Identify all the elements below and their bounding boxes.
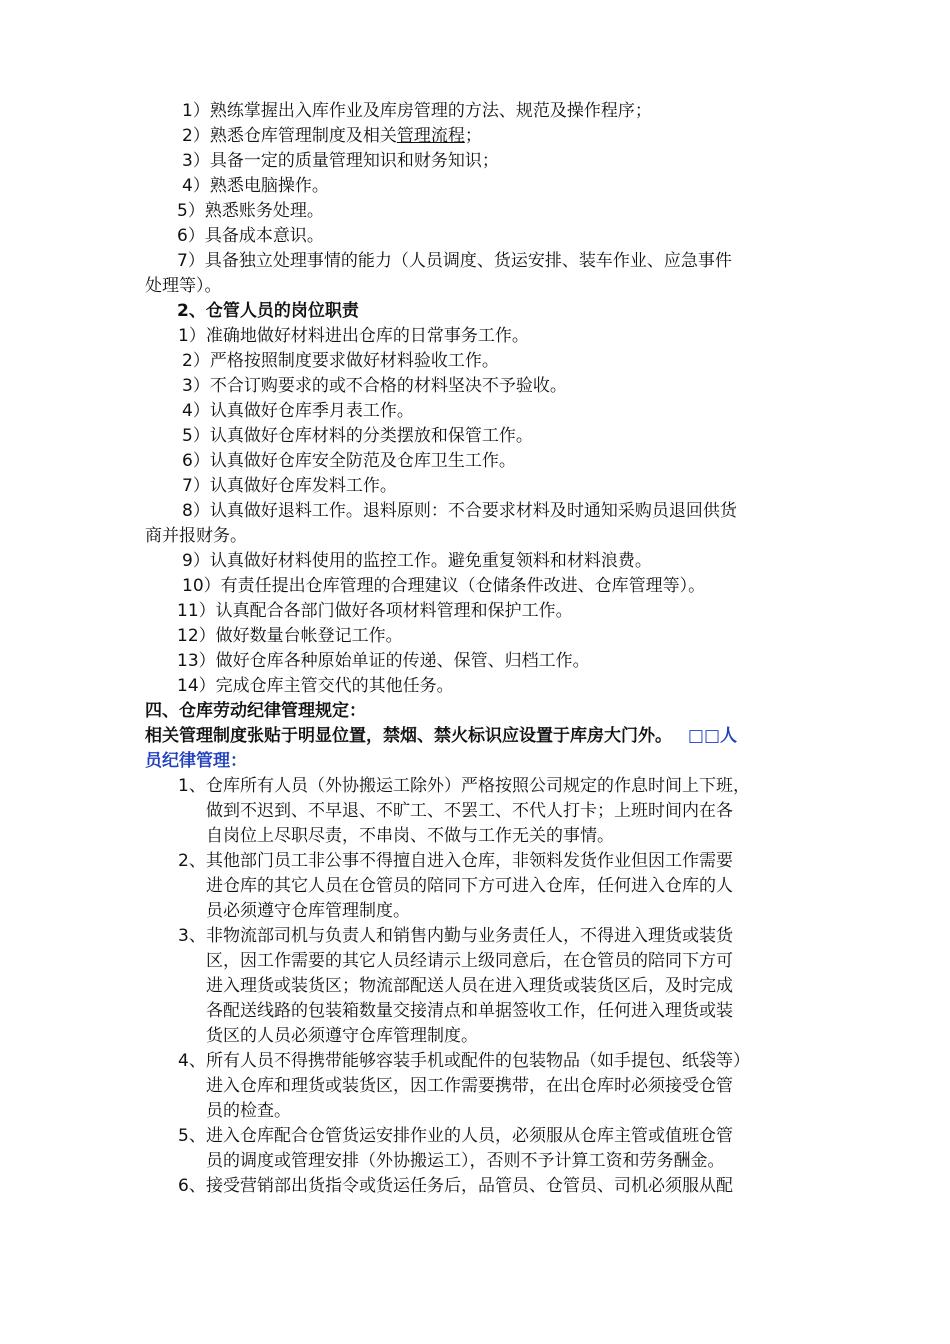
duty-item: 12）做好数量台帐登记工作。 <box>177 626 403 646</box>
skill-text: 2）熟悉仓库管理制度及相关 <box>182 126 397 146</box>
rule-number: 2、 <box>178 851 206 871</box>
rule-line: 进入仓库配合仓管货运安排作业的人员，必须服从仓库主管或值班仓管 <box>206 1126 733 1146</box>
rule-number: 5、 <box>178 1126 206 1146</box>
duty-item: 14）完成仓库主管交代的其他任务。 <box>177 676 454 696</box>
notice-text: 相关管理制度张贴于明显位置，禁烟、禁火标识应设置于库房大门外。 <box>145 726 672 746</box>
duties-heading: 2、仓管人员的岗位职责 <box>177 301 359 321</box>
rule-line: 其他部门员工非公事不得擅自进入仓库，非领料发货作业但因工作需要 <box>206 851 733 871</box>
rule-line: 进入理货或装货区；物流部配送人员在进入理货或装货区后，及时完成 <box>206 976 733 996</box>
duty-item: 6）认真做好仓库安全防范及仓库卫生工作。 <box>182 451 516 471</box>
rule-number: 4、 <box>178 1051 206 1071</box>
skill-item: 6）具备成本意识。 <box>177 226 324 246</box>
skill-item-continued: 处理等）。 <box>145 276 222 296</box>
duty-item: 13）做好仓库各种原始单证的传递、保管、归档工作。 <box>177 651 590 671</box>
rule-number: 1、 <box>178 776 206 796</box>
duty-item: 1）准确地做好材料进出仓库的日常事务工作。 <box>178 326 529 346</box>
rule-line: 接受营销部出货指令或货运任务后，品管员、仓管员、司机必须服从配 <box>206 1176 733 1196</box>
notice-line <box>145 724 737 749</box>
duty-item: 3）不合订购要求的或不合格的材料坚决不予验收。 <box>182 376 567 396</box>
section-heading: 四、仓库劳动纪律管理规定： <box>145 701 366 721</box>
skill-item: 5）熟悉账务处理。 <box>177 201 324 221</box>
rule-line: 做到不迟到、不早退、不旷工、不罢工、不代人打卡；上班时间内在各 <box>206 801 733 821</box>
rule-line: 员的检查。 <box>206 1101 291 1121</box>
duty-item: 8）认真做好退料工作。退料原则：不合要求材料及时通知采购员退回供货 <box>182 501 737 521</box>
rule-line: 非物流部司机与负责人和销售内勤与业务责任人，不得进入理货或装货 <box>206 926 733 946</box>
rule-line: 进入仓库和理货或装货区，因工作需要携带，在出仓库时必须接受仓管 <box>206 1076 733 1096</box>
rule-line: 各配送线路的包装箱数量交接清点和单据签收工作，任何进入理货或装 <box>206 1001 733 1021</box>
discipline-heading: 员纪律管理： <box>145 751 247 771</box>
rule-number: 6、 <box>178 1176 206 1196</box>
skill-item: 3）具备一定的质量管理知识和财务知识； <box>182 151 499 171</box>
duty-item: 9）认真做好材料使用的监控工作。避免重复领料和材料浪费。 <box>182 551 652 571</box>
skill-item <box>182 124 482 149</box>
skill-item: 7）具备独立处理事情的能力（人员调度、货运安排、装车作业、应急事件 <box>177 251 732 271</box>
rule-line: 区，因工作需要的其它人员经请示上级同意后，在仓管员的陪同下方可 <box>206 951 733 971</box>
rule-line: 员的调度或管理安排（外协搬运工），否则不予计算工资和劳务酬金。 <box>206 1151 725 1171</box>
duty-item-continued: 商并报财务。 <box>145 526 247 546</box>
duty-item: 2）严格按照制度要求做好材料验收工作。 <box>182 351 499 371</box>
rule-line: 货区的人员必须遵守仓库管理制度。 <box>206 1026 478 1046</box>
rule-line: 所有人员不得携带能够容装手机或配件的包装物品（如手提包、纸袋等） <box>206 1051 750 1071</box>
rule-number: 3、 <box>178 926 206 946</box>
duty-item: 4）认真做好仓库季月表工作。 <box>182 401 414 421</box>
duty-item: 11）认真配合各部门做好各项材料管理和保护工作。 <box>177 601 573 621</box>
skill-text: ； <box>464 126 482 146</box>
rule-line: 仓库所有人员（外协搬运工除外）严格按照公司规定的作息时间上下班， <box>206 776 750 796</box>
rule-line: 进仓库的其它人员在仓管员的陪同下方可进入仓库，任何进入仓库的人 <box>206 876 733 896</box>
rule-line: 自岗位上尽职尽责，不串岗、不做与工作无关的事情。 <box>206 826 614 846</box>
skill-item: 4）熟悉电脑操作。 <box>182 176 329 196</box>
skill-item: 1）熟练掌握出入库作业及库房管理的方法、规范及操作程序； <box>182 101 652 121</box>
process-link[interactable]: 管理流程 <box>396 126 465 146</box>
duty-item: 10）有责任提出仓库管理的合理建议（仓储条件改进、仓库管理等）。 <box>182 576 706 596</box>
discipline-heading-part: □□人 <box>687 726 738 746</box>
duty-item: 5）认真做好仓库材料的分类摆放和保管工作。 <box>182 426 533 446</box>
rule-line: 员必须遵守仓库管理制度。 <box>206 901 410 921</box>
duty-item: 7）认真做好仓库发料工作。 <box>182 476 397 496</box>
